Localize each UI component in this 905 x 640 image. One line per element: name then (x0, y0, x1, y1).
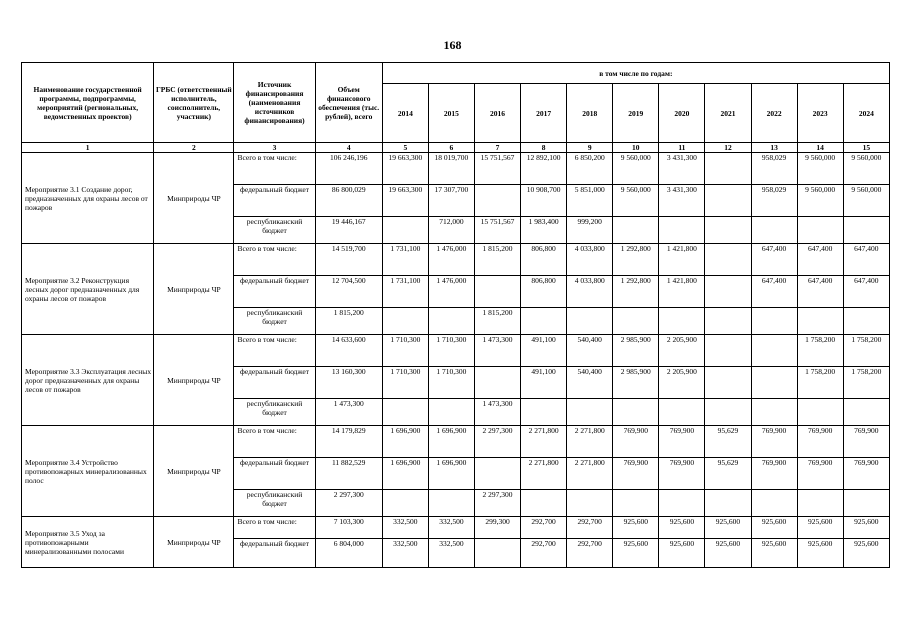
year-value (751, 490, 797, 517)
year-value: 925,600 (659, 539, 705, 568)
year-value: 769,900 (797, 426, 843, 458)
year-value: 3 431,300 (659, 153, 705, 185)
year-value: 1 696,900 (428, 458, 474, 490)
year-value (797, 399, 843, 426)
year-value: 18 019,700 (428, 153, 474, 185)
year-value: 332,500 (428, 539, 474, 568)
table-row (22, 335, 890, 367)
year-value: 806,800 (521, 276, 567, 308)
year-value (382, 308, 428, 335)
year-value: 647,400 (751, 276, 797, 308)
year-value (751, 399, 797, 426)
table-row (22, 426, 890, 458)
funding-total: 14 633,600 (315, 335, 382, 367)
year-value: 647,400 (751, 244, 797, 276)
year-value: 769,900 (797, 458, 843, 490)
column-numbers-row (22, 143, 890, 153)
year-value: 1 421,800 (659, 276, 705, 308)
year-value (428, 399, 474, 426)
year-value (474, 539, 520, 568)
column-number: 15 (843, 143, 889, 153)
year-value: 925,600 (613, 517, 659, 539)
table-row (22, 153, 890, 185)
funding-total: 14 519,700 (315, 244, 382, 276)
measure-name: Мероприятие 3.4 Устройство противопожарных минерализованных полос (22, 426, 154, 517)
funding-total: 11 882,529 (315, 458, 382, 490)
year-value: 10 908,700 (521, 185, 567, 217)
year-value: 806,800 (521, 244, 567, 276)
column-number: 11 (659, 143, 705, 153)
header-year: 2018 (567, 84, 613, 143)
year-value: 769,900 (659, 426, 705, 458)
header-year: 2021 (705, 84, 751, 143)
year-value: 925,600 (797, 517, 843, 539)
year-value (705, 308, 751, 335)
year-value (521, 308, 567, 335)
year-value: 925,600 (705, 517, 751, 539)
year-value: 9 560,000 (843, 185, 889, 217)
year-value (843, 217, 889, 244)
column-number: 8 (521, 143, 567, 153)
year-value: 925,600 (843, 517, 889, 539)
funding-source: республиканский бюджет (234, 399, 315, 426)
year-value: 332,500 (382, 517, 428, 539)
year-value: 925,600 (613, 539, 659, 568)
year-value: 332,500 (382, 539, 428, 568)
header-year: 2023 (797, 84, 843, 143)
year-value: 1 710,300 (428, 335, 474, 367)
year-value: 6 850,200 (567, 153, 613, 185)
column-number: 1 (22, 143, 154, 153)
year-value: 1 983,400 (521, 217, 567, 244)
year-value: 95,629 (705, 458, 751, 490)
funding-total: 14 179,829 (315, 426, 382, 458)
year-value (613, 399, 659, 426)
year-value (751, 367, 797, 399)
year-value: 958,029 (751, 153, 797, 185)
year-value: 1 758,200 (797, 367, 843, 399)
year-value: 5 851,000 (567, 185, 613, 217)
year-value (705, 276, 751, 308)
year-value: 19 663,300 (382, 153, 428, 185)
year-value: 1 292,800 (613, 244, 659, 276)
year-value: 9 560,000 (843, 153, 889, 185)
year-value (797, 490, 843, 517)
year-value: 12 892,100 (521, 153, 567, 185)
year-value: 2 271,800 (567, 426, 613, 458)
funding-total: 86 800,029 (315, 185, 382, 217)
year-value (705, 367, 751, 399)
year-value: 2 271,800 (521, 458, 567, 490)
year-value: 2 205,900 (659, 335, 705, 367)
funding-total: 1 815,200 (315, 308, 382, 335)
year-value: 1 815,200 (474, 244, 520, 276)
column-number: 12 (705, 143, 751, 153)
year-value: 1 815,200 (474, 308, 520, 335)
measure-name: Мероприятие 3.3 Эксплуатация лесных дорог предназначенных для охраны лесов от пожаров (22, 335, 154, 426)
funding-source: Всего в том числе: (234, 335, 315, 367)
year-value: 1 758,200 (843, 367, 889, 399)
year-value: 2 271,800 (567, 458, 613, 490)
year-value: 2 985,900 (613, 335, 659, 367)
year-value (382, 217, 428, 244)
year-value: 17 307,700 (428, 185, 474, 217)
year-value: 9 560,000 (797, 153, 843, 185)
year-value: 925,600 (751, 539, 797, 568)
year-value: 2 205,900 (659, 367, 705, 399)
table-header (22, 63, 890, 153)
funding-total: 13 160,300 (315, 367, 382, 399)
year-value (843, 308, 889, 335)
year-value (474, 276, 520, 308)
funding-source: Всего в том числе: (234, 517, 315, 539)
year-value: 769,900 (613, 458, 659, 490)
year-value: 299,300 (474, 517, 520, 539)
table-row (22, 517, 890, 539)
year-value: 925,600 (705, 539, 751, 568)
year-value (843, 399, 889, 426)
year-value: 15 751,567 (474, 217, 520, 244)
column-number: 5 (382, 143, 428, 153)
year-value: 999,200 (567, 217, 613, 244)
column-number: 2 (154, 143, 234, 153)
year-value (474, 458, 520, 490)
funding-source: федеральный бюджет (234, 276, 315, 308)
header-source: Источник финансирования (наименования источников финансирования) (234, 63, 315, 143)
year-value: 1 476,000 (428, 276, 474, 308)
year-value: 647,400 (797, 244, 843, 276)
header-year: 2014 (382, 84, 428, 143)
year-value (613, 490, 659, 517)
header-name: Наименование государственной программы, подпрограммы, мероприятий (региональных, ведомственных проектов) (22, 63, 154, 143)
year-value (797, 308, 843, 335)
year-value: 1 696,900 (382, 426, 428, 458)
measure-grbs: Минприроды ЧР (154, 517, 234, 568)
year-value: 1 710,300 (382, 367, 428, 399)
year-value: 1 696,900 (382, 458, 428, 490)
measure-name: Мероприятие 3.2 Реконструкция лесных дорог предназначенных для охраны лесов от пожаров (22, 244, 154, 335)
year-value: 1 710,300 (428, 367, 474, 399)
year-value: 925,600 (659, 517, 705, 539)
funding-total: 19 446,167 (315, 217, 382, 244)
year-value: 769,900 (751, 458, 797, 490)
funding-source: федеральный бюджет (234, 458, 315, 490)
year-value: 4 033,800 (567, 276, 613, 308)
year-value (705, 185, 751, 217)
funding-source: федеральный бюджет (234, 539, 315, 568)
column-number: 4 (315, 143, 382, 153)
header-total: Объем финансового обеспечения (тыс. рублей), всего (315, 63, 382, 143)
year-value (705, 153, 751, 185)
measure-grbs: Минприроды ЧР (154, 335, 234, 426)
year-value: 1 473,300 (474, 399, 520, 426)
year-value (751, 335, 797, 367)
year-value: 540,400 (567, 367, 613, 399)
year-value (521, 399, 567, 426)
year-value: 1 473,300 (474, 335, 520, 367)
year-value: 769,900 (613, 426, 659, 458)
year-value (521, 490, 567, 517)
year-value (567, 308, 613, 335)
header-year: 2020 (659, 84, 705, 143)
year-value: 2 297,300 (474, 426, 520, 458)
year-value (705, 399, 751, 426)
year-value: 925,600 (797, 539, 843, 568)
year-value (659, 399, 705, 426)
measure-grbs: Минприроды ЧР (154, 244, 234, 335)
year-value: 1 731,100 (382, 276, 428, 308)
year-value: 4 033,800 (567, 244, 613, 276)
year-value: 925,600 (751, 517, 797, 539)
year-value: 1 731,100 (382, 244, 428, 276)
year-value: 292,700 (567, 539, 613, 568)
year-value (659, 217, 705, 244)
year-value (751, 217, 797, 244)
year-value (567, 399, 613, 426)
year-value: 292,700 (567, 517, 613, 539)
year-value (705, 490, 751, 517)
year-value: 1 696,900 (428, 426, 474, 458)
column-number: 10 (613, 143, 659, 153)
year-value: 9 560,000 (797, 185, 843, 217)
funding-source: Всего в том числе: (234, 244, 315, 276)
year-value (705, 335, 751, 367)
year-value (705, 217, 751, 244)
header-year: 2017 (521, 84, 567, 143)
year-value: 769,900 (751, 426, 797, 458)
header-year: 2016 (474, 84, 520, 143)
measure-name: Мероприятие 3.5 Уход за противопожарными минерализованными полосами (22, 517, 154, 568)
funding-source: Всего в том числе: (234, 426, 315, 458)
year-value: 1 758,200 (797, 335, 843, 367)
year-value: 647,400 (843, 244, 889, 276)
year-value (613, 217, 659, 244)
year-value: 769,900 (843, 458, 889, 490)
funding-source: республиканский бюджет (234, 308, 315, 335)
year-value: 292,700 (521, 517, 567, 539)
header-years-title: в том числе по годам: (382, 63, 889, 84)
year-value: 1 421,800 (659, 244, 705, 276)
column-number: 13 (751, 143, 797, 153)
year-value: 1 476,000 (428, 244, 474, 276)
year-value: 9 560,000 (613, 153, 659, 185)
funding-total: 2 297,300 (315, 490, 382, 517)
funding-total: 1 473,300 (315, 399, 382, 426)
year-value (382, 399, 428, 426)
funding-source: республиканский бюджет (234, 490, 315, 517)
year-value: 769,900 (659, 458, 705, 490)
column-number: 9 (567, 143, 613, 153)
year-value (659, 490, 705, 517)
year-value: 292,700 (521, 539, 567, 568)
measure-name: Мероприятие 3.1 Создание дорог, предназначенных для охраны лесов от пожаров (22, 153, 154, 244)
year-value: 769,900 (843, 426, 889, 458)
funding-total: 12 704,500 (315, 276, 382, 308)
year-value: 491,100 (521, 335, 567, 367)
year-value: 647,400 (797, 276, 843, 308)
year-value: 491,100 (521, 367, 567, 399)
financing-table (21, 62, 890, 568)
year-value: 3 431,300 (659, 185, 705, 217)
header-grbs: ГРБС (ответственный исполнитель, соисполнитель, участник) (154, 63, 234, 143)
year-value: 647,400 (843, 276, 889, 308)
year-value (705, 244, 751, 276)
year-value (797, 217, 843, 244)
header-year: 2015 (428, 84, 474, 143)
year-value: 1 758,200 (843, 335, 889, 367)
header-year: 2022 (751, 84, 797, 143)
year-value: 19 663,300 (382, 185, 428, 217)
year-value: 15 751,567 (474, 153, 520, 185)
funding-source: федеральный бюджет (234, 367, 315, 399)
header-year: 2019 (613, 84, 659, 143)
funding-total: 106 246,196 (315, 153, 382, 185)
year-value (659, 308, 705, 335)
year-value (428, 490, 474, 517)
column-number: 6 (428, 143, 474, 153)
header-year: 2024 (843, 84, 889, 143)
year-value (613, 308, 659, 335)
funding-source: республиканский бюджет (234, 217, 315, 244)
year-value (751, 308, 797, 335)
year-value (567, 490, 613, 517)
year-value: 540,400 (567, 335, 613, 367)
year-value: 1 710,300 (382, 335, 428, 367)
year-value (843, 490, 889, 517)
column-number: 7 (474, 143, 520, 153)
year-value: 2 985,900 (613, 367, 659, 399)
funding-total: 6 804,000 (315, 539, 382, 568)
year-value: 925,600 (843, 539, 889, 568)
year-value (474, 185, 520, 217)
year-value: 712,000 (428, 217, 474, 244)
page-number: 168 (443, 38, 462, 52)
year-value (474, 367, 520, 399)
column-number: 3 (234, 143, 315, 153)
funding-total: 7 103,300 (315, 517, 382, 539)
column-number: 14 (797, 143, 843, 153)
year-value: 332,500 (428, 517, 474, 539)
table-body (22, 153, 890, 568)
year-value (428, 308, 474, 335)
year-value: 1 292,800 (613, 276, 659, 308)
table-row (22, 244, 890, 276)
year-value: 958,029 (751, 185, 797, 217)
year-value (382, 490, 428, 517)
measure-grbs: Минприроды ЧР (154, 426, 234, 517)
year-value: 9 560,000 (613, 185, 659, 217)
year-value: 2 297,300 (474, 490, 520, 517)
year-value: 2 271,800 (521, 426, 567, 458)
measure-grbs: Минприроды ЧР (154, 153, 234, 244)
funding-source: Всего в том числе: (234, 153, 315, 185)
funding-source: федеральный бюджет (234, 185, 315, 217)
year-value: 95,629 (705, 426, 751, 458)
